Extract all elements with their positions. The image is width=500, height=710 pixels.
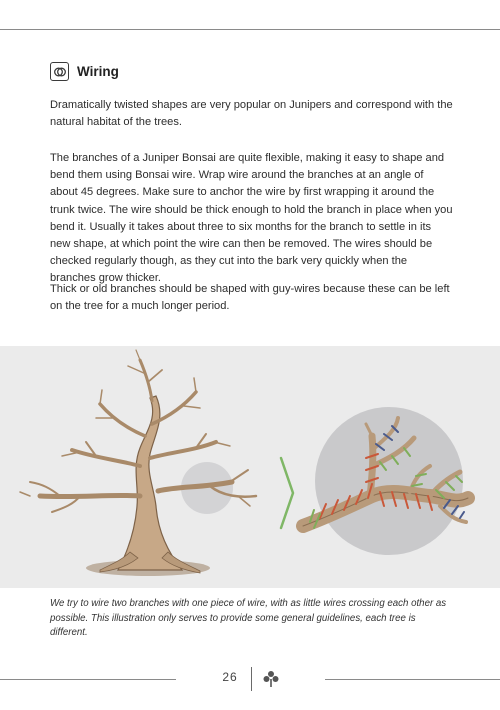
footer-rule-right [325,679,500,680]
footer-rule-left [0,679,176,680]
wired-branch-closeup-illustration [303,407,468,555]
illustration-caption: We try to wire two branches with one piece of wire, with as little wires crossing each other as possible. This illustration only serves to provide some general guidelines, each tree is different. [50,598,447,638]
bonsai-wire-icon [50,62,69,81]
footer-divider [251,667,252,691]
paragraph-intro: Dramatically twisted shapes are very popular on Junipers and correspond with the natural habitat of the trees. [50,99,453,129]
illustration-panel [0,346,500,588]
section-title: Wiring [77,64,119,79]
paragraph-wiring-technique: The branches of a Juniper Bonsai are quite flexible, making it easy to shape and bend them using Bonsai wire. Wrap wire around the branches at an angle of about 45 degrees. Make sure to anchor the wire by first wrapping it around the trunk twice. The wire should be thick enough to hold the branch in place when you bend it. Usually it takes about three to six months for the branch to settle in its new shape, at which point the wire can then be removed. The wires should be checked regularly though, as they cut into the bark very quickly when the branches grow thicker. [50,152,453,285]
bare-juniper-tree-illustration [20,350,256,576]
page-number: 26 [222,670,238,684]
section-heading [50,62,119,81]
paragraph-guy-wires: Thick or old branches should be shaped with guy-wires because these can be left on the tree for a much longer period. [50,283,450,313]
top-rule [0,29,500,30]
flower-ornament-icon [263,670,279,688]
chevron-right-icon [281,458,293,528]
